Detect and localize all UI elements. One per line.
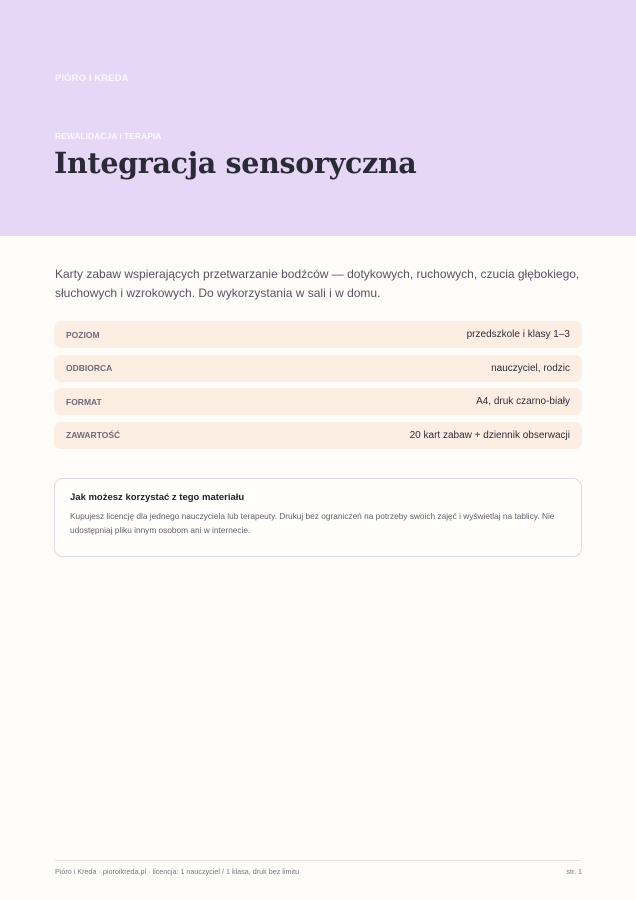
license-title: Jak możesz korzystać z tego materiału: [70, 492, 245, 503]
footer-info: Pióro i Kreda · pioroikreda.pl · licencja: 1 nauczyciel / 1 klasa, druk bez limitu: [55, 867, 300, 876]
page-footer: [55, 860, 582, 876]
license-text: Kupujesz licencję dla jednego nauczyciela lub terapeuty. Drukuj bez ograniczeń na potrzeby swoich zajęć i wyświetlaj na tablicy. Nie udostępniaj pliku innym osobom ani w internecie.: [70, 511, 555, 535]
meta-row-format: [54, 388, 582, 415]
category-label: REWALIDACJA I TERAPIA: [55, 131, 162, 141]
meta-row-level: [54, 321, 582, 348]
license-box: [54, 478, 582, 557]
intro-text: Karty zabaw wspierających przetwarzanie bodźców — dotykowych, ruchowych, czucia głębokiego, słuchowych i wzrokowych. Do wykorzystania w sali i w domu.: [55, 267, 580, 300]
meta-key: ODBIORCA: [66, 363, 113, 373]
meta-row-contents: [54, 422, 582, 449]
meta-value: A4, druk czarno-biały: [476, 396, 570, 407]
page-number: str. 1: [566, 867, 582, 876]
meta-row-audience: [54, 355, 582, 382]
metadata-list: [54, 321, 582, 455]
cover-header: [0, 0, 636, 236]
page-title: Integracja sensoryczna: [54, 146, 417, 180]
meta-value: przedszkole i klasy 1–3: [466, 329, 570, 340]
meta-key: POZIOM: [66, 329, 100, 340]
brand-name: PIÓRO I KREDA: [55, 73, 129, 84]
meta-key: FORMAT: [66, 396, 102, 407]
meta-key: ZAWARTOŚĆ: [66, 430, 121, 440]
meta-value: nauczyciel, rodzic: [491, 362, 570, 374]
meta-value: 20 kart zabaw + dziennik obserwacji: [409, 429, 570, 441]
